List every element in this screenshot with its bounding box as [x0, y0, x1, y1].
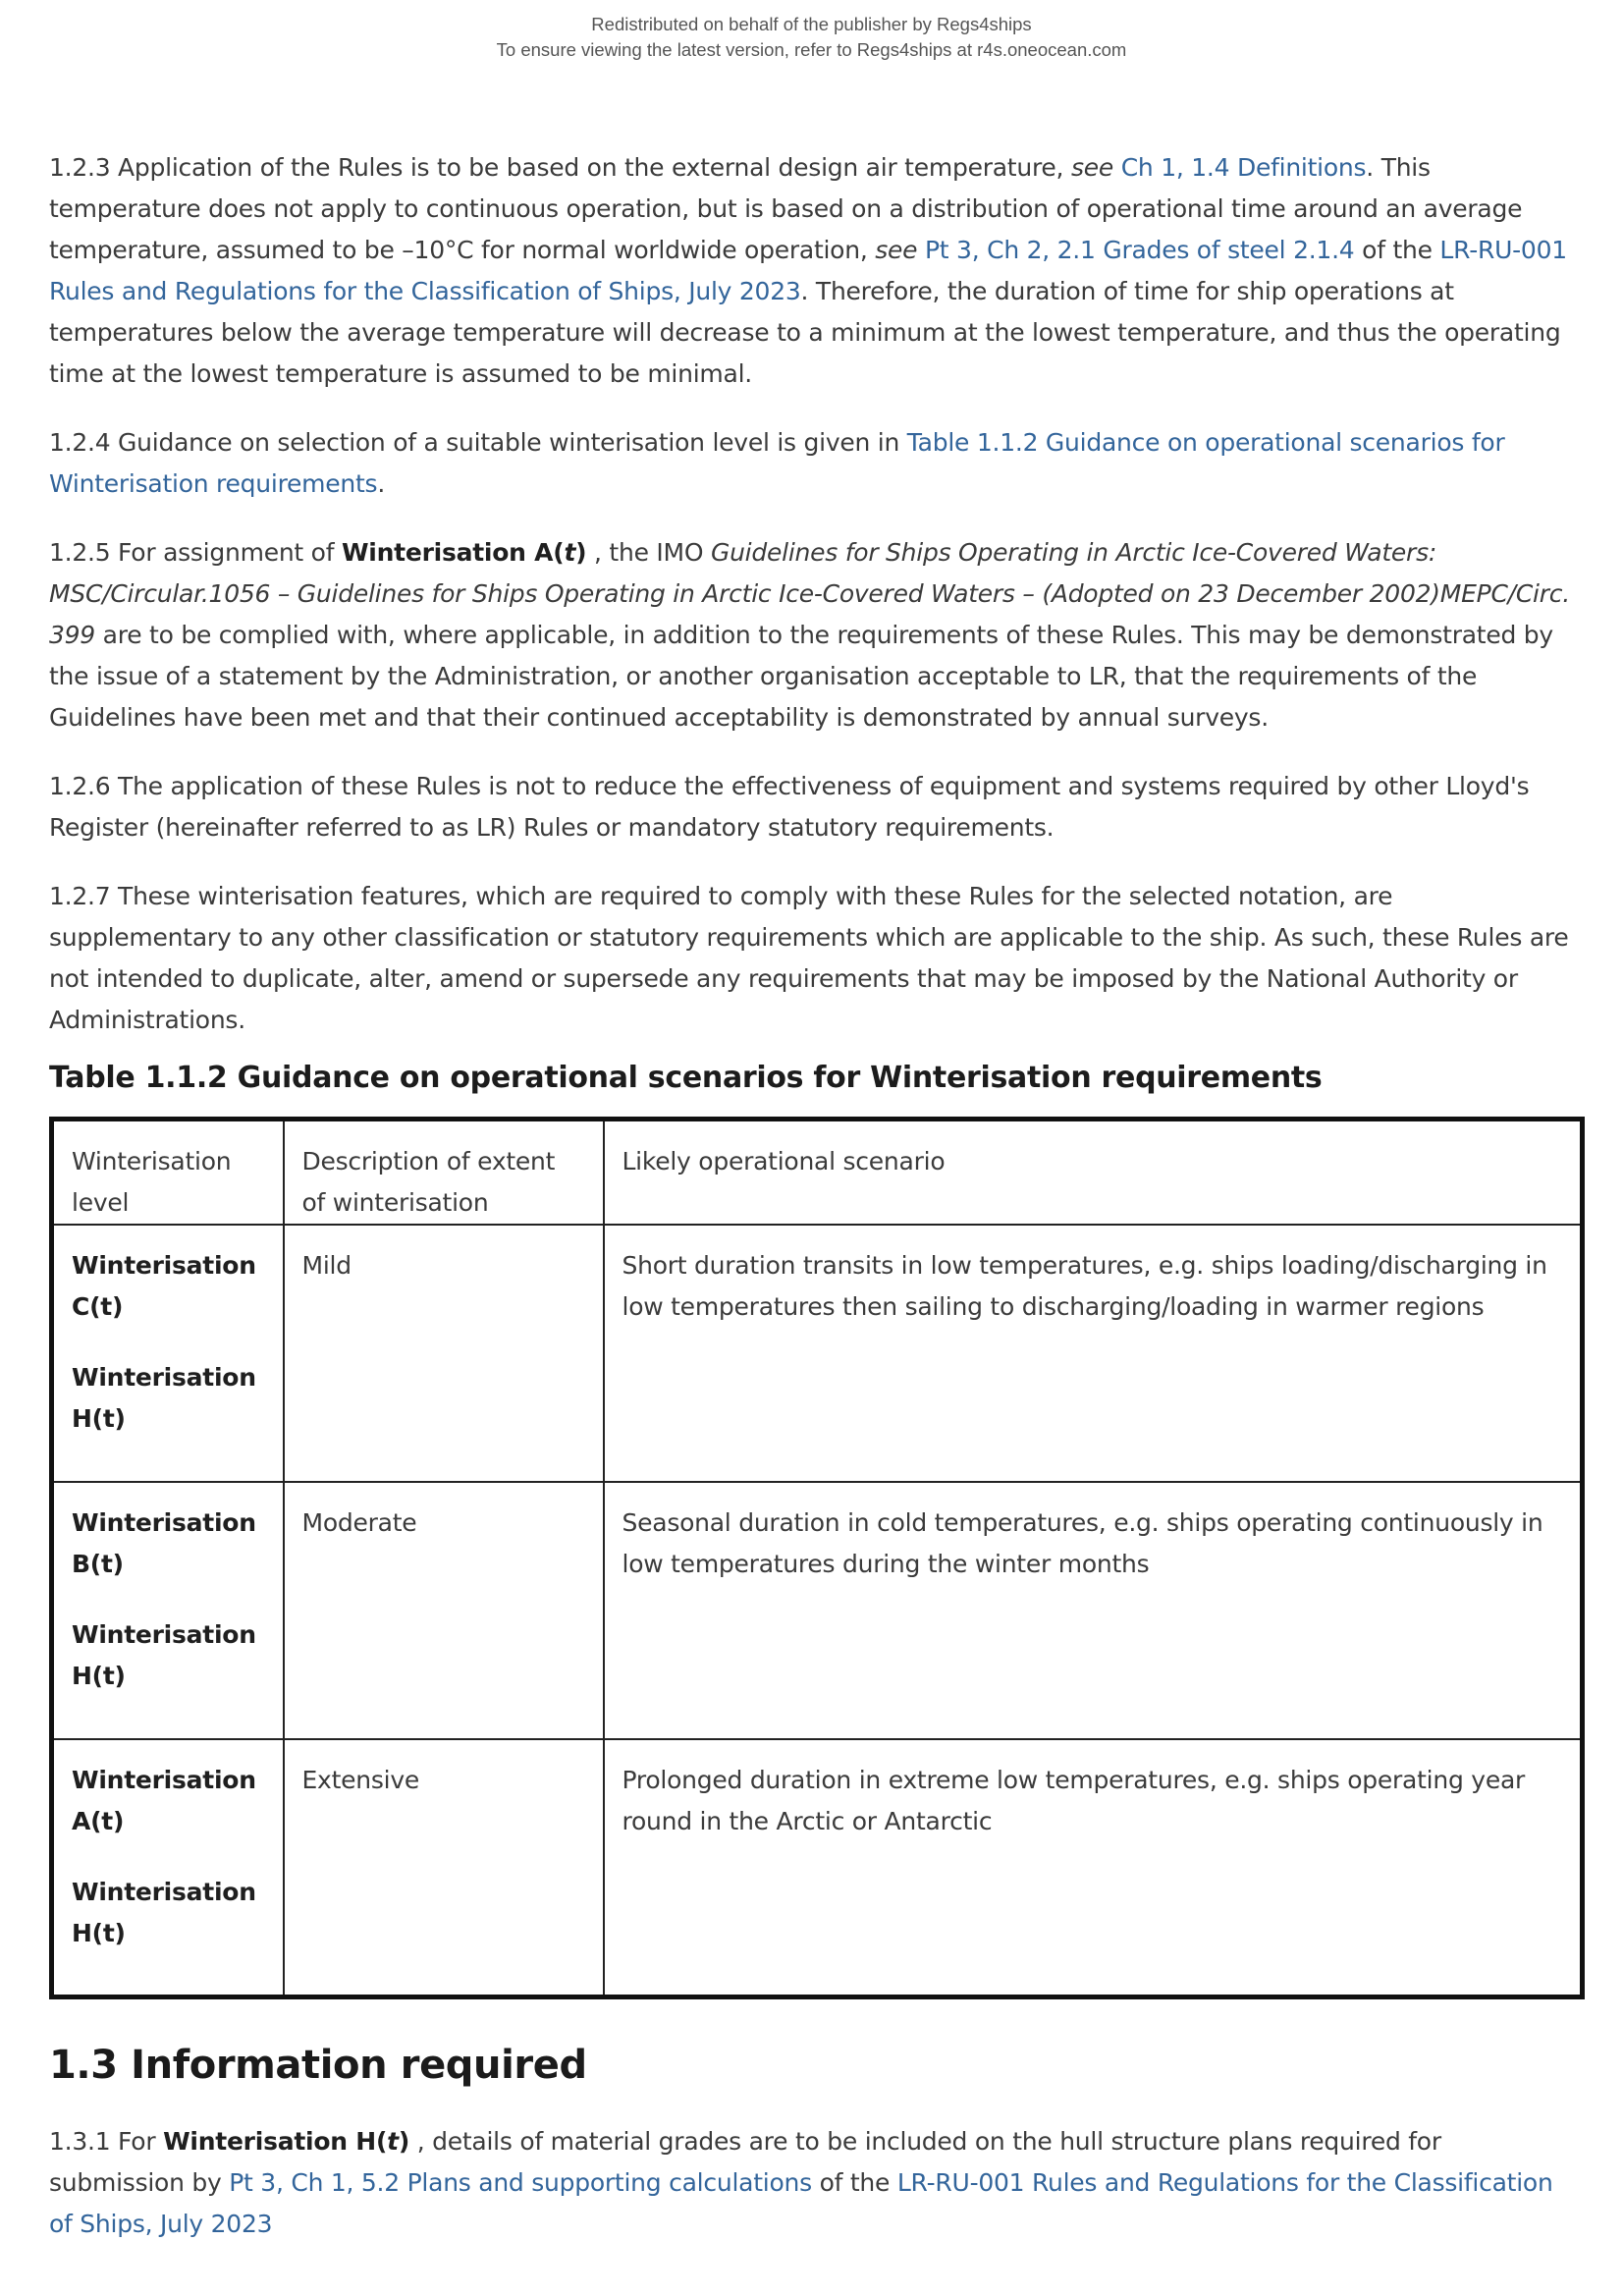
text: 1.2.3 Application of the Rules is to be based on the external design air temperature,: [49, 153, 1071, 182]
notation-close: ): [398, 2126, 410, 2156]
link-ch1-definitions[interactable]: Ch 1, 1.4 Definitions: [1120, 153, 1367, 182]
link-lr-ru-001-rules[interactable]: LR-RU-001 Rules and Regulations for the Classification of Ships, July 2023: [49, 236, 1567, 305]
see-italic: see: [875, 236, 918, 264]
text: . Therefore, the duration of time for ship operations at temperatures below the average temperature will decrease to a minimum at the lowest temperature, and thus the operating time at the lowest temperature is assumed to be minimal.: [49, 277, 1561, 388]
redistribution-banner: [0, 12, 1623, 63]
scenario-cell: Short duration transits in low temperatures, e.g. ships loading/discharging in low temperatures then sailing to discharging/loading in warmer regions: [604, 1225, 1583, 1482]
text: .: [377, 469, 386, 498]
text: , the IMO: [586, 538, 711, 567]
text: , details of material grades are to be included on the hull structure plans required for submission by: [49, 2126, 1441, 2197]
header-description: Description of extent of winterisation: [284, 1120, 604, 1226]
see-italic: see: [1070, 153, 1113, 182]
level-entry: Winterisation H(t): [72, 1878, 256, 1947]
text: of the: [1354, 236, 1440, 264]
description-cell: Moderate: [284, 1482, 604, 1739]
paragraph-1-2-5: [49, 532, 1581, 738]
notation-text: Winterisation A(: [341, 538, 565, 567]
paragraph-1-2-7: 1.2.7 These winterisation features, which are required to comply with these Rules for the selected notation, are supplementary to any other classification or statutory requirements which are applicable to the ship. As such, these Rules are not intended to duplicate, alter, amend or supersede any requirements that may be imposed by the National Authority or Administrations.: [49, 882, 1569, 1034]
document-body: [49, 147, 1581, 2245]
level-entry: Winterisation B(t): [72, 1508, 256, 1578]
notation-text: Winterisation H(: [163, 2126, 388, 2156]
level-entry: Winterisation H(t): [72, 1363, 256, 1433]
header-winterisation-level: Winterisation level: [52, 1120, 284, 1226]
level-entry: Winterisation H(t): [72, 1620, 256, 1690]
link-lr-ru-001-rules-2[interactable]: LR-RU-001 Rules and Regulations for the Classification of Ships, July 2023: [49, 2167, 1553, 2238]
link-plans-supporting-calculations[interactable]: Pt 3, Ch 1, 5.2 Plans and supporting calculations: [229, 2167, 812, 2197]
text: 1.3.1 For: [49, 2126, 164, 2156]
text: 1.2.5 For assignment of: [49, 538, 342, 567]
text: 1.2.4 Guidance on selection of a suitable winterisation level is given in: [49, 428, 907, 457]
notation-close: ): [575, 538, 587, 567]
table-row: [52, 1482, 1583, 1739]
description-cell: Mild: [284, 1225, 604, 1482]
level-cell: [52, 1482, 284, 1739]
text: are to be complied with, where applicable, in addition to the requirements of these Rules. This may be demonstrated by the issue of a statement by the Administration, or another organisation acceptable to LR, that the requirements of the Guidelines have been met and that their continued acceptability is demonstrated by annual surveys.: [49, 621, 1553, 732]
notation-italic: t: [564, 538, 576, 567]
section-heading: 1.3 Information required: [49, 2042, 587, 2088]
table-title: Table 1.1.2 Guidance on operational scenarios for Winterisation requirements: [49, 1061, 1323, 1095]
header-scenario: Likely operational scenario: [604, 1120, 1583, 1226]
link-grades-of-steel[interactable]: Pt 3, Ch 2, 2.1 Grades of steel 2.1.4: [924, 236, 1355, 264]
paragraph-1-2-6: 1.2.6 The application of these Rules is not to reduce the effectiveness of equipment and systems required by other Lloyd's Register (hereinafter referred to as LR) Rules or mandatory statutory requirements.: [49, 772, 1530, 842]
notation-italic: t: [387, 2126, 399, 2156]
paragraph-1-2-4: [49, 422, 1581, 505]
paragraph-1-2-3: [49, 147, 1581, 395]
notation-bold: [342, 538, 586, 567]
level-entry: Winterisation C(t): [72, 1251, 256, 1321]
description-cell: Extensive: [284, 1739, 604, 1996]
notation-bold: [163, 2127, 409, 2156]
text: of the: [811, 2167, 897, 2197]
level-cell: [52, 1225, 284, 1482]
paragraph-1-3-1: [49, 2121, 1581, 2245]
table-row: [52, 1225, 1583, 1482]
level-cell: [52, 1739, 284, 1996]
table-header-row: [52, 1120, 1583, 1226]
level-entry: Winterisation A(t): [72, 1766, 256, 1835]
table-row: [52, 1739, 1583, 1996]
banner-line-1: Redistributed on behalf of the publisher by Regs4ships: [591, 14, 1032, 34]
banner-line-2: To ensure viewing the latest version, refer to Regs4ships at r4s.oneocean.com: [496, 39, 1127, 60]
text: . This temperature does not apply to continuous operation, but is based on a distribution of operational time around an average temperature, assumed to be –10°C for normal worldwide operation,: [49, 153, 1523, 264]
scenario-cell: Seasonal duration in cold temperatures, e.g. ships operating continuously in low temperatures during the winter months: [604, 1482, 1583, 1739]
guidance-table: [49, 1117, 1585, 1999]
scenario-cell: Prolonged duration in extreme low temperatures, e.g. ships operating year round in the Arctic or Antarctic: [604, 1739, 1583, 1996]
imo-guidelines-italic: Guidelines for Ships Operating in Arctic Ice-Covered Waters: MSC/Circular.1056 – Guidelines for Ships Operating in Arctic Ice-Covered Waters – (Adopted on 23 December 2002)MEPC/Circ. 399: [49, 538, 1570, 649]
link-table-1-1-2[interactable]: Table 1.1.2 Guidance on operational scenarios for Winterisation requirements: [49, 428, 1505, 498]
